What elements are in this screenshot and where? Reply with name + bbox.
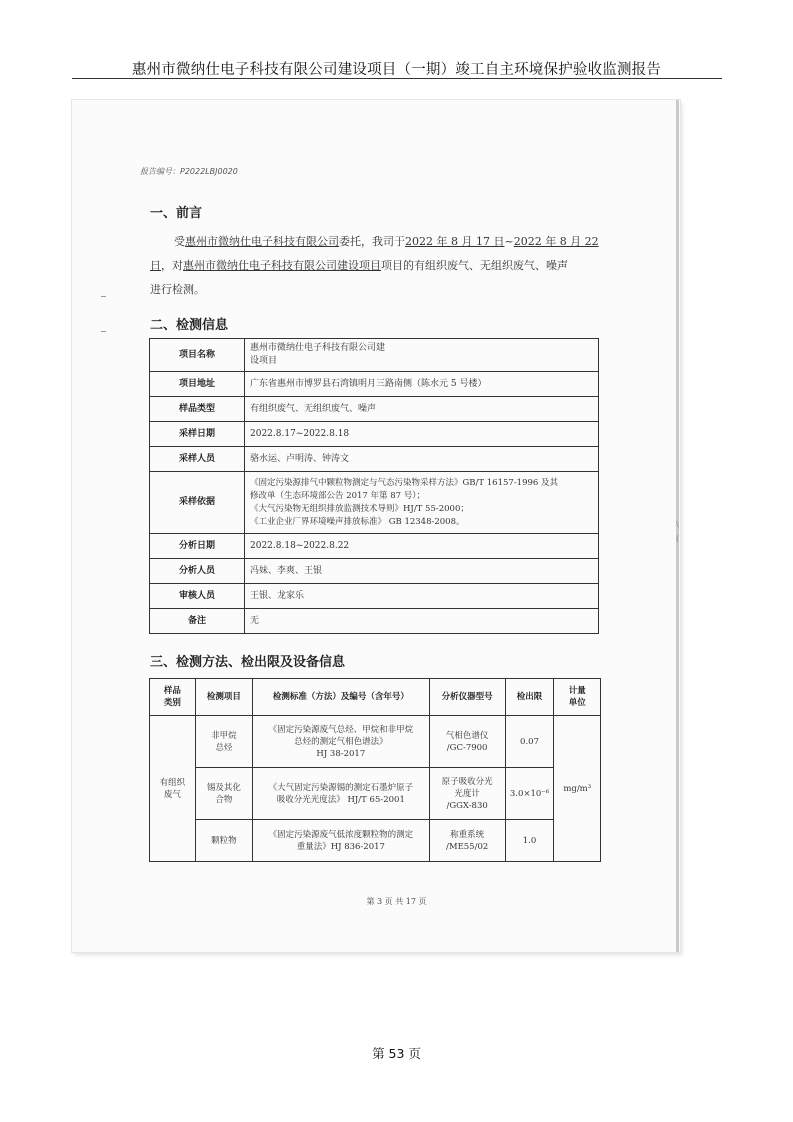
table-row xyxy=(150,372,599,397)
col-header-standard: 检测标准（方法）及编号（含年号） xyxy=(252,679,429,716)
row-value: 2022.8.17~2022.8.18 xyxy=(245,422,599,447)
std-line: 《大气固定污染源锡的测定石墨炉原子 xyxy=(268,782,414,793)
methods-table xyxy=(149,678,601,862)
category-line: 有组织 xyxy=(159,777,186,788)
row-value: 广东省惠州市博罗县石湾镇明月三路南侧（陈水元 5 号楼） xyxy=(245,372,599,397)
table-header-row xyxy=(150,679,601,716)
inst-line: /ME55/02 xyxy=(446,841,489,852)
inst-line: /GGX-830 xyxy=(446,800,488,811)
table-row xyxy=(150,447,599,472)
margin-mark: \ xyxy=(676,520,679,529)
value-line: 《工业企业厂界环境噪声排放标准》 GB 12348-2008。 xyxy=(250,516,465,527)
section-title-preface: 一、前言 xyxy=(150,206,203,221)
category-line: 废气 xyxy=(163,789,181,800)
value-line: 惠州市微纳仕电子科技有限公司建 xyxy=(250,343,386,353)
preface-text: ，对 xyxy=(161,259,183,272)
std-line: 重量法》HJ 836-2017 xyxy=(296,841,385,852)
standard-cell xyxy=(252,768,429,820)
scanned-page-number: 第 3 页 共 17 页 xyxy=(366,897,427,906)
value-line: 设项目 xyxy=(250,356,278,366)
col-header-item: 检测项目 xyxy=(195,679,252,716)
row-value: 冯妹、李爽、王银 xyxy=(245,559,599,584)
preface-line-2 xyxy=(150,254,610,278)
instrument-cell xyxy=(429,716,505,768)
row-value: 王银、龙家乐 xyxy=(245,584,599,609)
row-label: 采样依据 xyxy=(150,472,245,534)
end-date: 2022 年 8 月 22 xyxy=(513,235,599,248)
item-cell: 颗粒物 xyxy=(195,820,252,862)
table-row xyxy=(150,716,601,768)
detection-info-table xyxy=(149,338,599,634)
table-row xyxy=(150,472,599,534)
header-line: 样品 xyxy=(163,686,181,696)
limit-cell: 0.07 xyxy=(505,716,554,768)
table-row xyxy=(150,768,601,820)
inst-line: 原子吸收分光 xyxy=(441,776,493,787)
project-name: 惠州市微纳仕电子科技有限公司建设项目 xyxy=(183,259,381,272)
row-label: 采样人员 xyxy=(150,447,245,472)
start-date: 2022 年 8 月 17 日 xyxy=(405,235,505,248)
preface-text: 项目的有组织废气、无组织废气、噪声 xyxy=(381,259,568,272)
table-row xyxy=(150,339,599,372)
item-cell xyxy=(195,716,252,768)
margin-dash xyxy=(101,331,106,332)
table-row xyxy=(150,534,599,559)
value-line: 《固定污染源排气中颗粒物测定与气态污染物采样方法》GB/T 16157-1996 及其 xyxy=(250,477,559,488)
inst-line: 称重系统 xyxy=(450,829,485,840)
standard-cell xyxy=(252,716,429,768)
table-row xyxy=(150,584,599,609)
inst-line: /GC-7900 xyxy=(446,742,488,753)
inst-line: 气相色谱仪 xyxy=(445,730,489,741)
col-header-instrument: 分析仪器型号 xyxy=(429,679,505,716)
row-value: 2022.8.18~2022.8.22 xyxy=(245,534,599,559)
instrument-cell xyxy=(429,768,505,820)
document-header-title: 惠州市微纳仕电子科技有限公司建设项目（一期）竣工自主环境保护验收监测报告 xyxy=(131,62,662,78)
item-cell xyxy=(195,768,252,820)
header-line: 单位 xyxy=(568,698,586,708)
instrument-cell xyxy=(429,820,505,862)
std-line: 《固定污染源废气低浓度颗粒物的测定 xyxy=(268,829,414,840)
limit-cell: 3.0×10⁻⁶ xyxy=(505,768,554,820)
table-row xyxy=(150,559,599,584)
preface-line-1 xyxy=(150,230,610,254)
section-title-methods: 三、检测方法、检出限及设备信息 xyxy=(150,655,346,670)
section-title-detection-info: 二、检测信息 xyxy=(150,318,229,333)
item-line: 总烃 xyxy=(215,742,233,753)
preface-line-3: 进行检测。 xyxy=(150,283,205,296)
page-number: 第 53 页 xyxy=(372,1046,421,1061)
row-label: 审核人员 xyxy=(150,584,245,609)
inst-line: 光度计 xyxy=(454,788,480,799)
margin-dash xyxy=(101,296,106,297)
preface-text: 受 xyxy=(174,235,185,248)
row-value xyxy=(245,472,599,534)
row-value: 无 xyxy=(245,609,599,634)
preface-text: 委托，我司于 xyxy=(339,235,405,248)
col-header-unit xyxy=(554,679,601,716)
row-label: 采样日期 xyxy=(150,422,245,447)
header-line: 类别 xyxy=(163,698,181,708)
header-line: 计量 xyxy=(568,686,586,696)
std-line: 总烃的测定气相色谱法》 xyxy=(294,736,388,747)
row-label: 项目名称 xyxy=(150,339,245,372)
std-line: 吸收分光光度法》 HJ/T 65-2001 xyxy=(276,794,405,805)
row-label: 样品类型 xyxy=(150,397,245,422)
col-header-category xyxy=(150,679,196,716)
std-line: 《固定污染源废气总烃、甲烷和非甲烷 xyxy=(268,724,414,735)
table-row xyxy=(150,422,599,447)
table-row xyxy=(150,609,599,634)
limit-cell: 1.0 xyxy=(505,820,554,862)
row-value: 骆水运、卢明涛、钟涛文 xyxy=(245,447,599,472)
unit-cell: mg/m³ xyxy=(554,716,601,862)
row-label: 分析日期 xyxy=(150,534,245,559)
item-line: 锡及其化 xyxy=(206,782,241,793)
standard-cell xyxy=(252,820,429,862)
table-row xyxy=(150,820,601,862)
report-number: 报告编号：P2022LBJ0020 xyxy=(140,167,238,176)
margin-mark: ( xyxy=(676,534,680,543)
col-header-limit: 检出限 xyxy=(505,679,554,716)
row-label: 项目地址 xyxy=(150,372,245,397)
std-line: HJ 38-2017 xyxy=(316,748,366,759)
row-value: 有组织废气、无组织废气、噪声 xyxy=(245,397,599,422)
sample-category-cell xyxy=(150,716,196,862)
row-label: 分析人员 xyxy=(150,559,245,584)
value-line: 修改单（生态环境部公告 2017 年第 87 号）； xyxy=(250,490,426,501)
header-divider xyxy=(72,78,722,79)
row-label: 备注 xyxy=(150,609,245,634)
client-company: 惠州市微纳仕电子科技有限公司 xyxy=(185,235,339,248)
preface-text: ~ xyxy=(504,235,514,248)
item-line: 合物 xyxy=(215,794,233,805)
table-row xyxy=(150,397,599,422)
end-date-day: 日 xyxy=(150,259,161,272)
value-line: 《大气污染物无组织排放监测技术导则》HJ/T 55-2000； xyxy=(250,503,469,514)
row-value xyxy=(245,339,599,372)
item-line: 非甲烷 xyxy=(211,730,237,741)
